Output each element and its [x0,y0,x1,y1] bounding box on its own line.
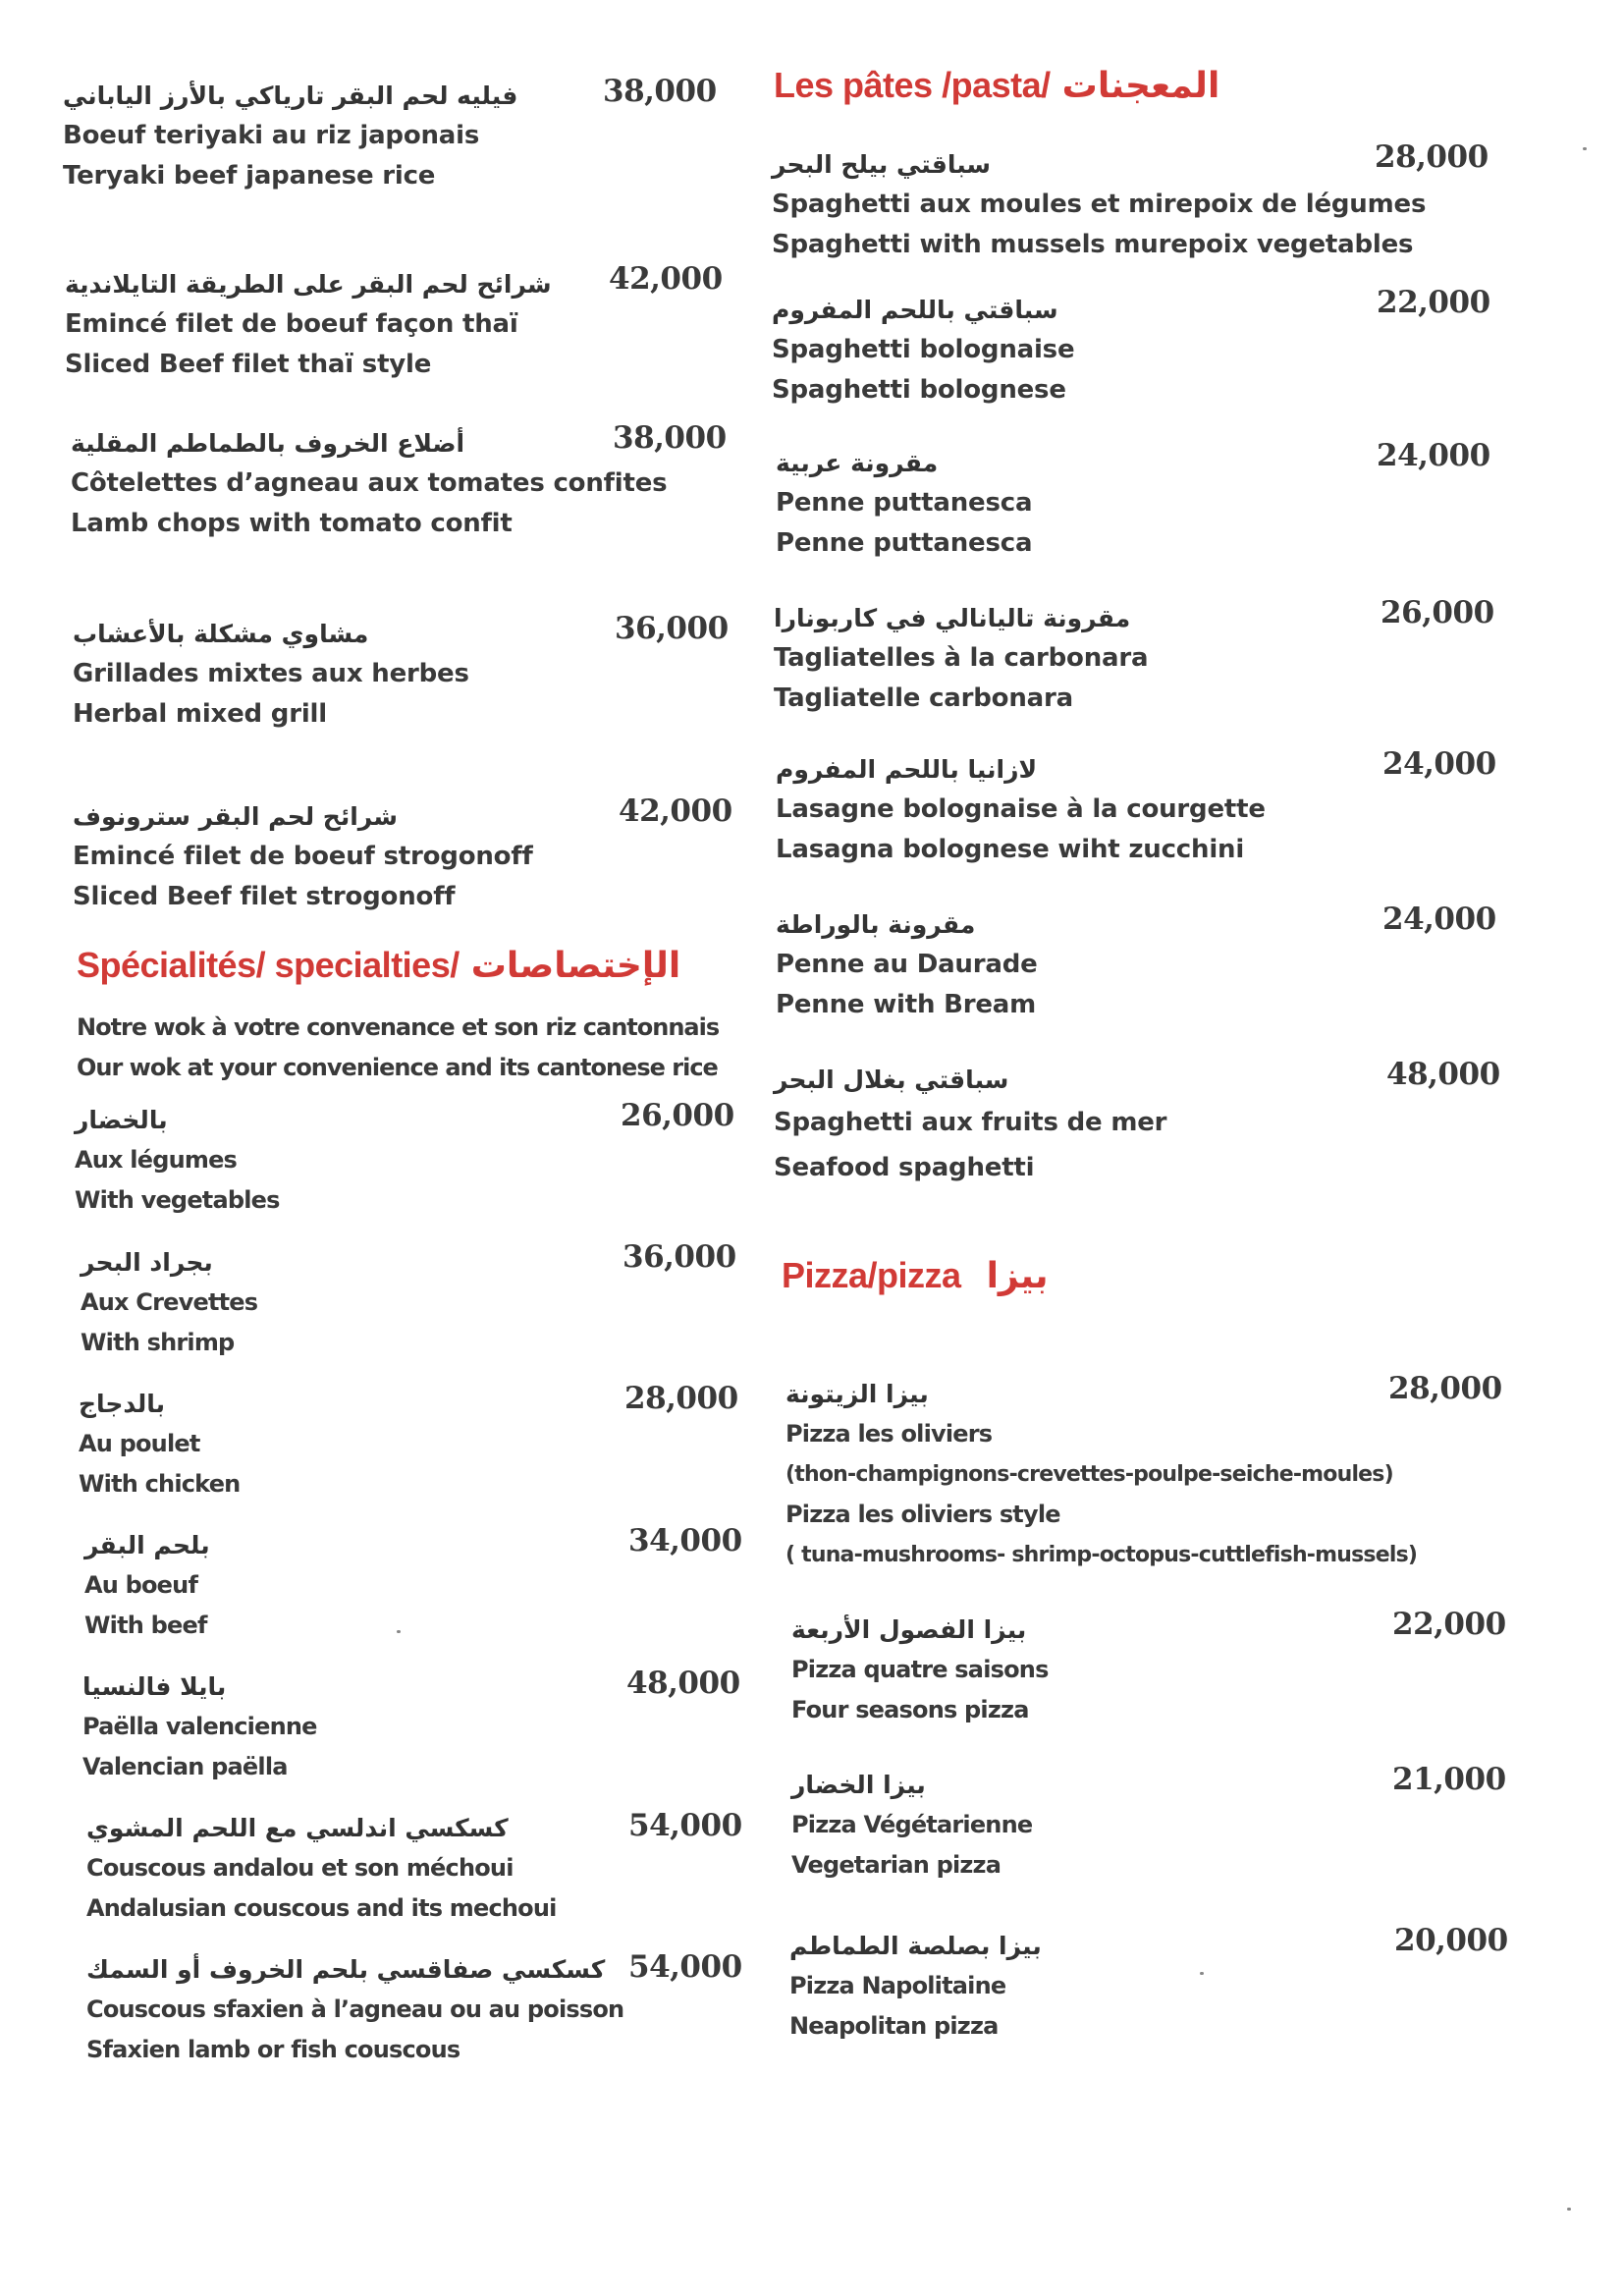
item-name-ar: سباقتي باللحم المفروم [772,296,1058,324]
item-name-ar: فيليه لحم البقر تارياكي بالأرز الياباني [63,82,518,110]
item-price: 24,000 [1382,902,1496,937]
item-name-en: Sfaxien lamb or fish couscous [86,2036,460,2063]
item-name-fr: Pizza quatre saisons [791,1656,1049,1683]
item-name-en: Lamb chops with tomato confit [71,509,513,538]
item-price: 24,000 [1382,746,1496,782]
item-name-fr: Spaghetti aux moules et mirepoix de légumes [772,190,1427,219]
item-name-en: Penne puttanesca [776,528,1033,558]
item-name-en: Neapolitan pizza [789,2012,999,2040]
menu-item [789,1927,1042,2047]
item-name-fr: Aux légumes [75,1146,238,1174]
item-name-ar: كسكسي صفاقسي بلحم الخروف أو السمك [86,1955,606,1984]
item-name-fr: Pizza les oliviers [785,1420,993,1448]
menu-item [75,1101,280,1221]
item-price: 20,000 [1394,1923,1508,1958]
item-price: 26,000 [1380,595,1494,630]
item-name-fr: Emincé filet de boeuf façon thaï [65,309,518,339]
menu-item [785,1375,1417,1575]
item-name-fr: Tagliatelles à la carbonara [774,643,1149,673]
section-title-ar: الإختصاصات [470,946,681,986]
item-price: 48,000 [626,1666,740,1701]
item-name-ar: مقرونة تاليانالي في كاربونارا [774,604,1131,632]
item-price: 42,000 [609,261,723,297]
item-price: 36,000 [623,1239,736,1275]
section-title-pizza [782,1255,1049,1296]
item-price: 34,000 [628,1523,742,1558]
item-name-fr: Côtelettes d’agneau aux tomates confites [71,468,668,498]
item-name-en-detail: ( tuna-mushrooms- shrimp-octopus-cuttlefish-mussels) [785,1543,1418,1567]
menu-item [63,77,517,196]
section-title-ar: المعجنات [1061,66,1220,106]
item-name-ar: سباقتي بغلال البحر [774,1066,1009,1094]
item-name-fr: Boeuf teriyaki au riz japonais [63,121,480,150]
item-name-fr: Aux Crevettes [81,1288,258,1316]
section-title-ar: بيزا [986,1256,1049,1296]
item-price: 28,000 [1388,1371,1502,1406]
menu-item [86,1950,623,2070]
item-price: 21,000 [1392,1762,1506,1797]
item-price: 36,000 [615,611,729,646]
item-name-ar: شرائح لحم البقر سترونوف [73,802,398,831]
item-name-en: Vegetarian pizza [791,1851,1001,1879]
menu-item [81,1243,257,1363]
menu-item [772,291,1074,410]
item-name-ar: بايلا فالنسيا [82,1672,227,1701]
item-name-en: Four seasons pizza [791,1696,1029,1723]
menu-item [71,424,667,544]
scan-speck [397,1630,401,1633]
item-name-ar: شرائح لحم البقر على الطريقة التايلاندية [65,270,552,299]
item-name-en: Sliced Beef filet thaï style [65,350,432,379]
item-name-en: Herbal mixed grill [73,699,327,729]
item-name-en: Spaghetti bolognese [772,375,1066,405]
menu-item [65,265,552,385]
item-name-en: Seafood spaghetti [774,1153,1035,1182]
menu-item [73,797,533,917]
item-price: 22,000 [1377,285,1490,320]
item-name-fr-detail: (thon-champignons-crevettes-poulpe-seiche-moules) [785,1462,1393,1487]
item-price: 54,000 [628,1949,742,1985]
item-name-en: With vegetables [75,1186,280,1214]
item-name-en: With beef [84,1612,207,1639]
item-price: 28,000 [1375,139,1489,175]
section-title-text: Spécialités/ specialties/ [77,945,460,985]
item-name-en: Spaghetti with mussels murepoix vegetables [772,230,1414,259]
item-name-ar: بيزا الفصول الأربعة [791,1615,1027,1644]
item-name-en: Andalusian couscous and its mechoui [86,1894,557,1922]
menu-item [79,1385,240,1504]
item-name-ar: بلحم البقر [84,1531,210,1559]
item-name-ar: بيزا الزيتونة [785,1380,929,1408]
item-price: 48,000 [1386,1057,1500,1092]
specialties-note-en: Our wok at your convenience and its cantonese rice [77,1054,718,1081]
item-name-ar: بالدجاج [79,1390,166,1418]
menu-item [791,1611,1049,1730]
menu-item [776,750,1266,870]
item-name-fr: Grillades mixtes aux herbes [73,659,469,688]
item-price: 38,000 [613,420,727,456]
item-name-fr: Pizza Végétarienne [791,1811,1033,1838]
item-name-en: Tagliatelle carbonara [774,683,1073,713]
item-price: 24,000 [1377,438,1490,473]
section-title-text: Les pâtes /pasta/ [774,65,1051,105]
item-name-en: Lasagna bolognese wiht zucchini [776,835,1245,864]
menu-item [776,444,1032,564]
item-name-ar: كسكسي اندلسي مع اللحم المشوي [86,1814,509,1842]
item-name-fr: Couscous andalou et son méchoui [86,1854,514,1882]
item-name-en: Pizza les oliviers style [785,1501,1060,1528]
menu-item [772,145,1426,265]
item-name-ar: مقرونة عربية [776,449,939,477]
item-name-fr: Paëlla valencienne [82,1713,317,1740]
menu-item [774,1061,1166,1190]
item-name-ar: مشاوي مشكلة بالأعشاب [73,620,369,648]
item-name-ar: لازانيا باللحم المفروم [776,755,1038,784]
item-name-ar: سباقتي بيلح البحر [772,150,991,179]
item-name-en: Penne with Bream [776,990,1037,1019]
item-name-en: Teryaki beef japanese rice [63,161,436,191]
item-price: 42,000 [619,793,732,829]
item-name-en: With shrimp [81,1329,235,1356]
section-title-specialties [77,945,680,986]
item-name-en: Valencian paëlla [82,1753,288,1780]
menu-item [86,1809,557,1929]
menu-item [84,1526,210,1646]
item-name-en: With chicken [79,1470,241,1498]
menu-item [774,599,1148,719]
item-name-fr: Spaghetti aux fruits de mer [774,1108,1167,1137]
section-title-text: Pizza/pizza [782,1255,961,1295]
menu-item [73,615,469,735]
item-price: 54,000 [628,1808,742,1843]
item-name-en: Sliced Beef filet strogonoff [73,882,456,911]
item-name-fr: Au poulet [79,1430,200,1457]
item-name-fr: Lasagne bolognaise à la courgette [776,794,1266,824]
item-name-ar: بيزا بصلصة الطماطم [789,1932,1042,1960]
item-name-ar: بيزا الخضار [791,1771,926,1799]
item-price: 28,000 [624,1381,738,1416]
item-name-fr: Spaghetti bolognaise [772,335,1075,364]
item-price: 38,000 [603,74,717,109]
item-name-ar: مقرونة بالوراطة [776,910,976,939]
item-name-fr: Penne au Daurade [776,950,1038,979]
item-name-fr: Penne puttanesca [776,488,1033,518]
scan-speck [1200,1972,1204,1975]
scan-speck [1567,2208,1571,2211]
item-name-fr: Au boeuf [84,1571,198,1599]
menu-item [791,1766,1032,1886]
item-name-fr: Couscous sfaxien à l’agneau ou au poisson [86,1995,624,2023]
item-price: 26,000 [621,1098,734,1133]
item-name-fr: Pizza Napolitaine [789,1972,1006,1999]
menu-item [776,905,1038,1025]
item-name-ar: أضلاع الخروف بالطماطم المقلية [71,429,465,458]
item-name-ar: بالخضار [75,1106,168,1134]
item-name-ar: بجراد البحر [81,1248,213,1277]
specialties-note-fr: Notre wok à votre convenance et son riz cantonnais [77,1013,720,1041]
scan-speck [1583,147,1587,150]
item-name-fr: Emincé filet de boeuf strogonoff [73,842,533,871]
item-price: 22,000 [1392,1607,1506,1642]
section-title-pasta [774,65,1219,106]
menu-item [82,1667,317,1787]
